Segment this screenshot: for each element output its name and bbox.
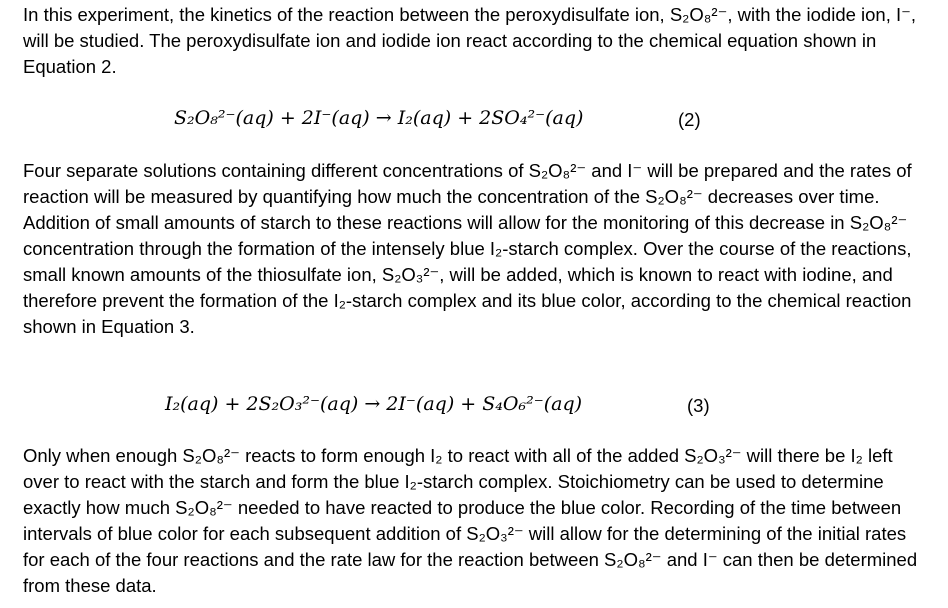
paragraph-intro: In this experiment, the kinetics of the reaction between the peroxydisulfate ion, S₂O₈²⁻, with the iodide ion, I⁻, will be studied. The peroxydisulfate ion and iodide ion react according to the chemical equation shown in Equation 2. xyxy=(23,4,917,77)
equation-2-number: (2) xyxy=(678,109,701,130)
equation-3-expression: I₂(aq) + 2S₂O₃²⁻(aq) → 2I⁻(aq) + S₄O₆²⁻(aq) xyxy=(165,393,583,415)
paragraph-method: Four separate solutions containing different concentrations of S₂O₈²⁻ and I⁻ will be prepared and the rates of reaction will be measured by quantifying how much the concentration of the S₂O₈²⁻ decreases over time. Addition of small amounts of starch to these reactions will allow for the monitoring of this decrease in S₂O₈²⁻ concentration through the formation of the intensely blue I₂-starch complex. Over the course of the reactions, small known amounts of the thiosulfate ion, S₂O₃²⁻, will be added, which is known to react with iodine, and therefore prevent the formation of the I₂-starch complex and its blue color, according to the chemical reaction shown in Equation 3. xyxy=(23,160,912,337)
equation-3-number: (3) xyxy=(687,395,710,416)
equation-2-expression: S₂O₈²⁻(aq) + 2I⁻(aq) → I₂(aq) + 2SO₄²⁻(aq) xyxy=(174,107,584,129)
equation-2 xyxy=(174,107,583,129)
equation-3 xyxy=(165,393,582,415)
paragraph-stoichiometry: Only when enough S₂O₈²⁻ reacts to form enough I₂ to react with all of the added S₂O₃²⁻ will there be I₂ left over to react with the starch and form the blue I₂-starch complex. Stoichiometry can be used to determine exactly how much S₂O₈²⁻ needed to have reacted to produce the blue color. Recording of the time between intervals of blue color for each subsequent addition of S₂O₃²⁻ will allow for the determining of the initial rates for each of the four reactions and the rate law for the reaction between S₂O₈²⁻ and I⁻ can then be determined from these data. xyxy=(23,445,918,596)
